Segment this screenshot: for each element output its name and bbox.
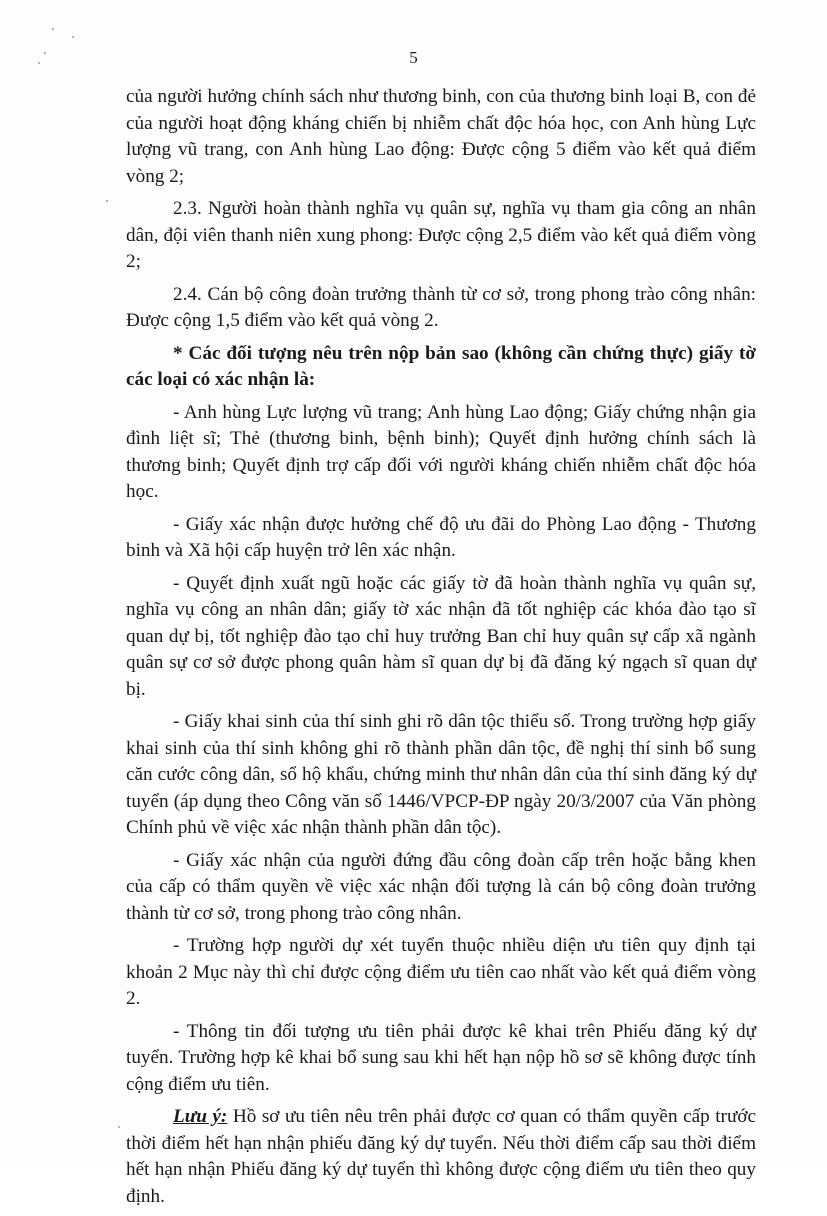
document-body xyxy=(126,84,756,1216)
page-number: 5 xyxy=(409,48,418,67)
note-label: Lưu ý: xyxy=(173,1106,228,1127)
scan-speck xyxy=(118,1126,120,1128)
list-item: - Trường hợp người dự xét tuyển thuộc nhiều diện ưu tiên quy định tại khoản 2 Mục này thì chỉ được cộng điểm ưu tiên cao nhất vào kết quả điểm vòng 2. xyxy=(126,935,756,1009)
scan-speck xyxy=(106,200,108,202)
note-text: Hồ sơ ưu tiên nêu trên phải được cơ quan có thẩm quyền cấp trước thời điểm hết hạn nhận phiếu đăng ký dự tuyển. Nếu thời điểm cấp sau thời điểm hết hạn nhận Phiếu đăng ký dự tuyển thì không được cộng điểm ưu tiên theo quy định. xyxy=(126,1106,756,1207)
list-item: - Giấy xác nhận được hưởng chế độ ưu đãi do Phòng Lao động - Thương binh và Xã hội cấp huyện trở lên xác nhận. xyxy=(126,513,756,561)
list-item: - Thông tin đối tượng ưu tiên phải được kê khai trên Phiếu đăng ký dự tuyển. Trường hợp kê khai bổ sung sau khi hết hạn nộp hồ sơ sẽ không được tính cộng điểm ưu tiên. xyxy=(126,1020,756,1095)
list-item: - Giấy xác nhận của người đứng đầu công đoàn cấp trên hoặc bằng khen của cấp có thẩm quyền về việc xác nhận đối tượng là cán bộ công đoàn trưởng thành từ cơ sở, trong phong trào công nhân. xyxy=(126,849,756,924)
note-paragraph xyxy=(126,1104,756,1210)
paragraph-2-4: 2.4. Cán bộ công đoàn trưởng thành từ cơ sở, trong phong trào công nhân: Được cộng 1,5 điểm vào kết quả vòng 2. xyxy=(126,283,756,331)
list-item: - Quyết định xuất ngũ hoặc các giấy tờ đã hoàn thành nghĩa vụ quân sự, nghĩa vụ công an nhân dân; giấy tờ xác nhận đã tốt nghiệp các khóa đào tạo sĩ quan dự bị, tốt nghiệp đào tạo chỉ huy trưởng Ban chỉ huy quân sự cấp xã ngành quân sự cơ sở được phong quân hàm sĩ quan dự bị đã đăng ký ngạch sĩ quan dự bị. xyxy=(126,572,756,700)
list-item: - Giấy khai sinh của thí sinh ghi rõ dân tộc thiểu số. Trong trường hợp giấy khai sinh của thí sinh không ghi rõ thành phần dân tộc, đề nghị thí sinh bổ sung căn cước công dân, sổ hộ khẩu, chứng minh thư nhân dân của thí sinh đăng ký dự tuyển (áp dụng theo Công văn số 1446/VPCP-ĐP ngày 20/3/2007 của Văn phòng Chính phủ về việc xác nhận thành phần dân tộc). xyxy=(126,711,756,838)
scan-speck xyxy=(52,28,54,30)
section-heading: * Các đối tượng nêu trên nộp bản sao (không cần chứng thực) giấy tờ các loại có xác nhận là: xyxy=(126,342,756,390)
paragraph-2-3: 2.3. Người hoàn thành nghĩa vụ quân sự, nghĩa vụ tham gia công an nhân dân, đội viên thanh niên xung phong: Được cộng 2,5 điểm vào kết quả điểm vòng 2; xyxy=(126,198,756,272)
scan-speck xyxy=(72,36,74,38)
paragraph-continuation: của người hưởng chính sách như thương binh, con của thương binh loại B, con đẻ của người hoạt động kháng chiến bị nhiễm chất độc hóa học, con Anh hùng Lực lượng vũ trang, con Anh hùng Lao động: Được cộng 5 điểm vào kết quả điểm vòng 2; xyxy=(126,86,756,187)
list-item: - Anh hùng Lực lượng vũ trang; Anh hùng Lao động; Giấy chứng nhận gia đình liệt sĩ; Thẻ (thương binh, bệnh binh); Quyết định hưởng chính sách là thương binh; Quyết định trợ cấp đối với người kháng chiến nhiễm chất độc hóa học. xyxy=(126,401,756,502)
